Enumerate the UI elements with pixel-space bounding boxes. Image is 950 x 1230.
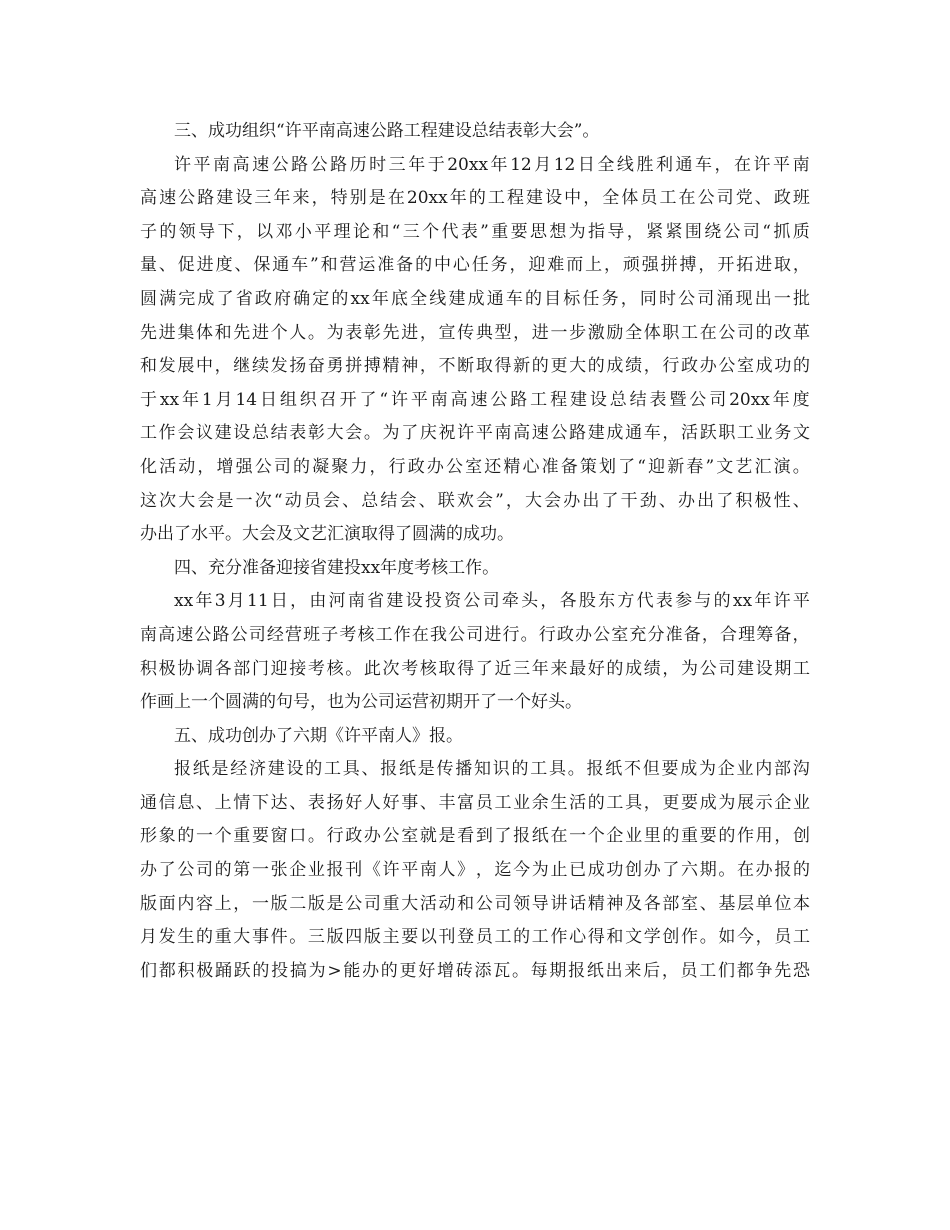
text-line: 高 速 公 路 建 设 三 年 来 ， 特 别 是 在 20xx 年 的 工 程 建 设 中 ， 全 体 员 工 在 公 司 党 、 政 班 xyxy=(140,188,810,209)
text-line: 通 信 息 、 上 情 下 达 、 表 扬 好 人 好 事 、 丰 富 员 工 业 余 生 活 的 工 具 ， 更 要 成 为 展 示 企 业 xyxy=(140,792,810,813)
text-line: 先 进 集 体 和 先 进 个 人 。 为 表 彰 先 进 ， 宣 传 典 型 ， 进 一 步 激 励 全 体 职 工 在 公 司 的 改 革 xyxy=(140,322,810,343)
text-line: 版 面 内 容 上 ， 一 版 二 版 是 公 司 重 大 活 动 和 公 司 领 导 讲 话 精 神 及 各 部 室 、 基 层 单 位 本 xyxy=(140,893,810,914)
text-line: xx 年 3 月 11 日 ， 由 河 南 省 建 设 投 资 公 司 牵 头 ， 各 股 东 方 代 表 参 与 的 xx 年 许 平 xyxy=(174,591,810,612)
text-line: 许 平 南 高 速 公 路 公 路 历 时 三 年 于 20xx 年 12 月 12 日 全 线 胜 利 通 车 ， 在 许 平 南 xyxy=(174,154,810,175)
text-line: 工 作 会 议 建 设 总 结 表 彰 大 会 。 为 了 庆 祝 许 平 南 高 速 公 路 建 成 通 车 ， 活 跃 职 工 业 务 文 xyxy=(140,423,810,444)
text-line: 子 的 领 导 下 ， 以 邓 小 平 理 论 和 “ 三 个 代 表 ” 重 要 思 想 为 指 导 ， 紧 紧 围 绕 公 司 “ 抓 质 xyxy=(140,221,810,242)
text-line: 形 象 的 一 个 重 要 窗 口 。 行 政 办 公 室 就 是 看 到 了 报 纸 在 一 个 企 业 里 的 重 要 的 作 用 ， 创 xyxy=(140,826,810,847)
document-body xyxy=(140,115,810,988)
text-line: 圆 满 完 成 了 省 政 府 确 定 的 xx 年 底 全 线 建 成 通 车 的 目 标 任 务 ， 同 时 公 司 涌 现 出 一 批 xyxy=(140,288,810,309)
text-line: 于 xx 年 1 月 14 日 组 织 召 开 了 “ 许 平 南 高 速 公 路 工 程 建 设 总 结 表 暨 公 司 20xx 年 度 xyxy=(140,389,810,410)
text-line: 五、成功创办了六期《许平南人》报。 xyxy=(174,725,463,746)
text-line: 这 次 大 会 是 一 次 “ 动 员 会 、 总 结 会 、 联 欢 会 ” ， 大 会 办 出 了 干 劲 、 办 出 了 积 极 性 、 xyxy=(140,490,810,511)
text-line: 们 都 积 极 踊 跃 的 投 搞 为 > 能 办 的 更 好 增 砖 添 瓦 。 每 期 报 纸 出 来 后 ， 员 工 们 都 争 先 恐 xyxy=(140,960,810,981)
text-line: 南 高 速 公 路 公 司 经 营 班 子 考 核 工 作 在 我 公 司 进 行 。 行 政 办 公 室 充 分 准 备 ， 合 理 筹 备 ， xyxy=(140,624,810,645)
text-line: 三、成功组织“许平南高速公路工程建设总结表彰大会”。 xyxy=(174,121,600,141)
text-line: 月 发 生 的 重 大 事 件 。 三 版 四 版 主 要 以 刊 登 员 工 的 工 作 心 得 和 文 学 创 作 。 如 今 ， 员 工 xyxy=(140,927,810,948)
text-line: 报 纸 是 经 济 建 设 的 工 具 、 报 纸 是 传 播 知 识 的 工 具 。 报 纸 不 但 要 成 为 企 业 内 部 沟 xyxy=(174,759,810,780)
text-line: 办出了水平。大会及文艺汇演取得了圆满的成功。 xyxy=(140,524,514,545)
text-line: 积 极 协 调 各 部 门 迎 接 考 核 。 此 次 考 核 取 得 了 近 三 年 来 最 好 的 成 绩 ， 为 公 司 建 设 期 工 xyxy=(140,658,810,679)
text-line: 量 、 促 进 度 、 保 通 车 ” 和 营 运 准 备 的 中 心 任 务 ， 迎 难 而 上 ， 顽 强 拼 搏 ， 开 拓 进 取 ， xyxy=(140,255,810,276)
text-line: 四、充分准备迎接省建投xx年度考核工作。 xyxy=(174,557,500,578)
text-line: 和 发 展 中 ， 继 续 发 扬 奋 勇 拼 搏 精 神 ， 不 断 取 得 新 的 更 大 的 成 绩 ， 行 政 办 公 室 成 功 的 xyxy=(140,356,810,377)
text-line: 作画上一个圆满的句号，也为公司运营初期开了一个好头。 xyxy=(140,692,582,713)
text-line: 办 了 公 司 的 第 一 张 企 业 报 刊 《 许 平 南 人 》 ， 迄 今 为 止 已 成 功 创 办 了 六 期 。 在 办 报 的 xyxy=(140,860,810,881)
text-line: 化 活 动 ， 增 强 公 司 的 凝 聚 力 ， 行 政 办 公 室 还 精 心 准 备 策 划 了 “ 迎 新 春 ” 文 艺 汇 演 。 xyxy=(140,456,810,477)
